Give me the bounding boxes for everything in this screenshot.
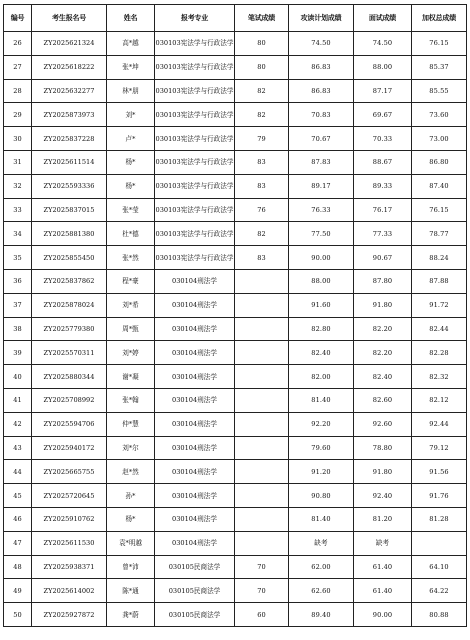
name-cell: 张*莹 bbox=[107, 198, 155, 222]
total-score-cell: 91.72 bbox=[412, 293, 467, 317]
interview-score-cell: 77.33 bbox=[354, 222, 412, 246]
major-cell: 030104刑法学 bbox=[155, 293, 235, 317]
written-score-cell: 76 bbox=[235, 198, 289, 222]
table-row bbox=[4, 222, 467, 246]
plan-score-cell: 86.83 bbox=[289, 55, 354, 79]
name-cell: 周*甄 bbox=[107, 317, 155, 341]
interview-score-cell: 88.67 bbox=[354, 150, 412, 174]
table-row bbox=[4, 412, 467, 436]
plan-score-cell: 90.80 bbox=[289, 484, 354, 508]
reg-number-cell: ZY2025881380 bbox=[32, 222, 107, 246]
header-cell-plan: 攻读计划成绩 bbox=[289, 5, 354, 32]
id-cell: 27 bbox=[4, 55, 32, 79]
reg-number-cell: ZY2025614002 bbox=[32, 579, 107, 603]
total-score-cell: 64.10 bbox=[412, 555, 467, 579]
reg-number-cell: ZY2025927872 bbox=[32, 603, 107, 627]
name-cell: 林*朋 bbox=[107, 79, 155, 103]
id-cell: 37 bbox=[4, 293, 32, 317]
reg-number-cell: ZY2025878024 bbox=[32, 293, 107, 317]
name-cell: 曾*沛 bbox=[107, 555, 155, 579]
plan-score-cell: 缺考 bbox=[289, 531, 354, 555]
major-cell: 030104刑法学 bbox=[155, 388, 235, 412]
name-cell: 杨* bbox=[107, 174, 155, 198]
id-cell: 42 bbox=[4, 412, 32, 436]
total-score-cell: 85.37 bbox=[412, 55, 467, 79]
plan-score-cell: 86.83 bbox=[289, 79, 354, 103]
written-score-cell bbox=[235, 460, 289, 484]
table-row bbox=[4, 150, 467, 174]
id-cell: 32 bbox=[4, 174, 32, 198]
header-cell-major: 报考专业 bbox=[155, 5, 235, 32]
major-cell: 030104刑法学 bbox=[155, 269, 235, 293]
reg-number-cell: ZY2025880344 bbox=[32, 365, 107, 389]
interview-score-cell: 87.17 bbox=[354, 79, 412, 103]
total-score-cell: 82.12 bbox=[412, 388, 467, 412]
written-score-cell: 82 bbox=[235, 103, 289, 127]
total-score-cell: 73.00 bbox=[412, 127, 467, 151]
interview-score-cell: 78.80 bbox=[354, 436, 412, 460]
interview-score-cell: 76.17 bbox=[354, 198, 412, 222]
table-row bbox=[4, 103, 467, 127]
interview-score-cell: 90.00 bbox=[354, 603, 412, 627]
id-cell: 46 bbox=[4, 507, 32, 531]
id-cell: 30 bbox=[4, 127, 32, 151]
major-cell: 030103宪法学与行政法学 bbox=[155, 55, 235, 79]
reg-number-cell: ZY2025837862 bbox=[32, 269, 107, 293]
reg-number-cell: ZY2025873973 bbox=[32, 103, 107, 127]
id-cell: 33 bbox=[4, 198, 32, 222]
total-score-cell: 85.55 bbox=[412, 79, 467, 103]
written-score-cell bbox=[235, 436, 289, 460]
id-cell: 29 bbox=[4, 103, 32, 127]
total-score-cell: 76.15 bbox=[412, 32, 467, 56]
interview-score-cell: 69.67 bbox=[354, 103, 412, 127]
reg-number-cell: ZY2025611514 bbox=[32, 150, 107, 174]
plan-score-cell: 62.60 bbox=[289, 579, 354, 603]
interview-score-cell: 82.20 bbox=[354, 317, 412, 341]
table-row bbox=[4, 603, 467, 627]
written-score-cell: 80 bbox=[235, 55, 289, 79]
table-row bbox=[4, 365, 467, 389]
plan-score-cell: 87.83 bbox=[289, 150, 354, 174]
plan-score-cell: 82.00 bbox=[289, 365, 354, 389]
written-score-cell: 79 bbox=[235, 127, 289, 151]
reg-number-cell: ZY2025611530 bbox=[32, 531, 107, 555]
score-table-page bbox=[3, 4, 466, 627]
id-cell: 43 bbox=[4, 436, 32, 460]
interview-score-cell: 81.20 bbox=[354, 507, 412, 531]
major-cell: 030104刑法学 bbox=[155, 365, 235, 389]
id-cell: 47 bbox=[4, 531, 32, 555]
table-row bbox=[4, 198, 467, 222]
major-cell: 030104刑法学 bbox=[155, 317, 235, 341]
id-cell: 49 bbox=[4, 579, 32, 603]
plan-score-cell: 81.40 bbox=[289, 388, 354, 412]
reg-number-cell: ZY2025593336 bbox=[32, 174, 107, 198]
major-cell: 030103宪法学与行政法学 bbox=[155, 246, 235, 270]
table-row bbox=[4, 127, 467, 151]
interview-score-cell: 92.40 bbox=[354, 484, 412, 508]
reg-number-cell: ZY2025779380 bbox=[32, 317, 107, 341]
id-cell: 28 bbox=[4, 79, 32, 103]
id-cell: 41 bbox=[4, 388, 32, 412]
name-cell: 杨* bbox=[107, 507, 155, 531]
interview-score-cell: 87.80 bbox=[354, 269, 412, 293]
interview-score-cell: 91.80 bbox=[354, 293, 412, 317]
reg-number-cell: ZY2025618222 bbox=[32, 55, 107, 79]
major-cell: 030103宪法学与行政法学 bbox=[155, 79, 235, 103]
total-score-cell: 86.80 bbox=[412, 150, 467, 174]
major-cell: 030105民商法学 bbox=[155, 603, 235, 627]
name-cell: 刘* bbox=[107, 103, 155, 127]
id-cell: 48 bbox=[4, 555, 32, 579]
id-cell: 40 bbox=[4, 365, 32, 389]
written-score-cell: 83 bbox=[235, 174, 289, 198]
interview-score-cell: 92.60 bbox=[354, 412, 412, 436]
plan-score-cell: 91.20 bbox=[289, 460, 354, 484]
name-cell: 刘*希 bbox=[107, 293, 155, 317]
plan-score-cell: 89.40 bbox=[289, 603, 354, 627]
written-score-cell bbox=[235, 507, 289, 531]
major-cell: 030103宪法学与行政法学 bbox=[155, 198, 235, 222]
table-row bbox=[4, 460, 467, 484]
total-score-cell: 76.15 bbox=[412, 198, 467, 222]
written-score-cell bbox=[235, 317, 289, 341]
name-cell: 孙* bbox=[107, 484, 155, 508]
plan-score-cell: 62.00 bbox=[289, 555, 354, 579]
name-cell: 陈*通 bbox=[107, 579, 155, 603]
interview-score-cell: 90.67 bbox=[354, 246, 412, 270]
total-score-cell: 91.56 bbox=[412, 460, 467, 484]
reg-number-cell: ZY2025708992 bbox=[32, 388, 107, 412]
interview-score-cell: 74.50 bbox=[354, 32, 412, 56]
interview-score-cell: 61.40 bbox=[354, 555, 412, 579]
name-cell: 程*豪 bbox=[107, 269, 155, 293]
written-score-cell: 83 bbox=[235, 246, 289, 270]
id-cell: 39 bbox=[4, 341, 32, 365]
table-row bbox=[4, 32, 467, 56]
major-cell: 030104刑法学 bbox=[155, 341, 235, 365]
name-cell: 杜*德 bbox=[107, 222, 155, 246]
plan-score-cell: 70.83 bbox=[289, 103, 354, 127]
written-score-cell: 70 bbox=[235, 555, 289, 579]
reg-number-cell: ZY2025837015 bbox=[32, 198, 107, 222]
id-cell: 35 bbox=[4, 246, 32, 270]
major-cell: 030104刑法学 bbox=[155, 507, 235, 531]
total-score-cell bbox=[412, 531, 467, 555]
header-cell-name: 姓名 bbox=[107, 5, 155, 32]
major-cell: 030105民商法学 bbox=[155, 555, 235, 579]
reg-number-cell: ZY2025720645 bbox=[32, 484, 107, 508]
plan-score-cell: 74.50 bbox=[289, 32, 354, 56]
name-cell: 刘*婷 bbox=[107, 341, 155, 365]
id-cell: 26 bbox=[4, 32, 32, 56]
major-cell: 030103宪法学与行政法学 bbox=[155, 150, 235, 174]
name-cell: 刘*尔 bbox=[107, 436, 155, 460]
name-cell: 仲*慧 bbox=[107, 412, 155, 436]
total-score-cell: 73.60 bbox=[412, 103, 467, 127]
interview-score-cell: 61.40 bbox=[354, 579, 412, 603]
table-row bbox=[4, 531, 467, 555]
table-row bbox=[4, 555, 467, 579]
interview-score-cell: 缺考 bbox=[354, 531, 412, 555]
id-cell: 50 bbox=[4, 603, 32, 627]
written-score-cell: 70 bbox=[235, 579, 289, 603]
total-score-cell: 87.88 bbox=[412, 269, 467, 293]
written-score-cell: 83 bbox=[235, 150, 289, 174]
major-cell: 030103宪法学与行政法学 bbox=[155, 222, 235, 246]
reg-number-cell: ZY2025594706 bbox=[32, 412, 107, 436]
header-cell-id: 编号 bbox=[4, 5, 32, 32]
plan-score-cell: 90.00 bbox=[289, 246, 354, 270]
major-cell: 030104刑法学 bbox=[155, 484, 235, 508]
reg-number-cell: ZY2025632277 bbox=[32, 79, 107, 103]
major-cell: 030104刑法学 bbox=[155, 460, 235, 484]
header-cell-reg: 考生报名号 bbox=[32, 5, 107, 32]
written-score-cell bbox=[235, 365, 289, 389]
plan-score-cell: 77.50 bbox=[289, 222, 354, 246]
plan-score-cell: 88.00 bbox=[289, 269, 354, 293]
table-body bbox=[4, 32, 467, 627]
id-cell: 36 bbox=[4, 269, 32, 293]
score-table bbox=[3, 4, 467, 627]
major-cell: 030103宪法学与行政法学 bbox=[155, 174, 235, 198]
table-row bbox=[4, 174, 467, 198]
written-score-cell bbox=[235, 412, 289, 436]
reg-number-cell: ZY2025621324 bbox=[32, 32, 107, 56]
table-row bbox=[4, 507, 467, 531]
name-cell: 高*越 bbox=[107, 32, 155, 56]
table-row bbox=[4, 317, 467, 341]
total-score-cell: 82.28 bbox=[412, 341, 467, 365]
reg-number-cell: ZY2025910762 bbox=[32, 507, 107, 531]
major-cell: 030104刑法学 bbox=[155, 412, 235, 436]
written-score-cell: 82 bbox=[235, 222, 289, 246]
interview-score-cell: 70.33 bbox=[354, 127, 412, 151]
interview-score-cell: 88.00 bbox=[354, 55, 412, 79]
table-row bbox=[4, 269, 467, 293]
total-score-cell: 88.24 bbox=[412, 246, 467, 270]
written-score-cell bbox=[235, 293, 289, 317]
plan-score-cell: 82.40 bbox=[289, 341, 354, 365]
plan-score-cell: 82.80 bbox=[289, 317, 354, 341]
name-cell: 卢* bbox=[107, 127, 155, 151]
id-cell: 38 bbox=[4, 317, 32, 341]
header-cell-interview: 面试成绩 bbox=[354, 5, 412, 32]
name-cell: 赵*然 bbox=[107, 460, 155, 484]
table-row bbox=[4, 341, 467, 365]
table-row bbox=[4, 246, 467, 270]
total-score-cell: 87.40 bbox=[412, 174, 467, 198]
plan-score-cell: 81.40 bbox=[289, 507, 354, 531]
table-row bbox=[4, 436, 467, 460]
total-score-cell: 64.22 bbox=[412, 579, 467, 603]
reg-number-cell: ZY2025938371 bbox=[32, 555, 107, 579]
table-row bbox=[4, 579, 467, 603]
id-cell: 34 bbox=[4, 222, 32, 246]
plan-score-cell: 76.33 bbox=[289, 198, 354, 222]
total-score-cell: 82.44 bbox=[412, 317, 467, 341]
name-cell: 张*翰 bbox=[107, 388, 155, 412]
name-cell: 谢*凝 bbox=[107, 365, 155, 389]
name-cell: 袁*明越 bbox=[107, 531, 155, 555]
header-cell-written: 笔试成绩 bbox=[235, 5, 289, 32]
reg-number-cell: ZY2025665755 bbox=[32, 460, 107, 484]
id-cell: 45 bbox=[4, 484, 32, 508]
name-cell: 张*坤 bbox=[107, 55, 155, 79]
header-row bbox=[4, 5, 467, 32]
id-cell: 44 bbox=[4, 460, 32, 484]
major-cell: 030103宪法学与行政法学 bbox=[155, 127, 235, 151]
reg-number-cell: ZY2025855450 bbox=[32, 246, 107, 270]
interview-score-cell: 89.33 bbox=[354, 174, 412, 198]
interview-score-cell: 82.60 bbox=[354, 388, 412, 412]
reg-number-cell: ZY2025570311 bbox=[32, 341, 107, 365]
table-row bbox=[4, 388, 467, 412]
written-score-cell: 80 bbox=[235, 32, 289, 56]
total-score-cell: 79.12 bbox=[412, 436, 467, 460]
major-cell: 030104刑法学 bbox=[155, 531, 235, 555]
name-cell: 张*然 bbox=[107, 246, 155, 270]
major-cell: 030103宪法学与行政法学 bbox=[155, 103, 235, 127]
written-score-cell bbox=[235, 484, 289, 508]
table-row bbox=[4, 484, 467, 508]
table-row bbox=[4, 293, 467, 317]
plan-score-cell: 70.67 bbox=[289, 127, 354, 151]
reg-number-cell: ZY2025837228 bbox=[32, 127, 107, 151]
total-score-cell: 91.76 bbox=[412, 484, 467, 508]
total-score-cell: 92.44 bbox=[412, 412, 467, 436]
interview-score-cell: 91.80 bbox=[354, 460, 412, 484]
name-cell: 杨* bbox=[107, 150, 155, 174]
table-row bbox=[4, 79, 467, 103]
total-score-cell: 81.28 bbox=[412, 507, 467, 531]
written-score-cell: 60 bbox=[235, 603, 289, 627]
total-score-cell: 80.88 bbox=[412, 603, 467, 627]
written-score-cell bbox=[235, 341, 289, 365]
total-score-cell: 78.77 bbox=[412, 222, 467, 246]
major-cell: 030104刑法学 bbox=[155, 436, 235, 460]
plan-score-cell: 92.20 bbox=[289, 412, 354, 436]
written-score-cell bbox=[235, 388, 289, 412]
name-cell: 龚*蔚 bbox=[107, 603, 155, 627]
reg-number-cell: ZY2025940172 bbox=[32, 436, 107, 460]
written-score-cell bbox=[235, 531, 289, 555]
major-cell: 030103宪法学与行政法学 bbox=[155, 32, 235, 56]
header-cell-total: 加权总成绩 bbox=[412, 5, 467, 32]
id-cell: 31 bbox=[4, 150, 32, 174]
interview-score-cell: 82.40 bbox=[354, 365, 412, 389]
interview-score-cell: 82.20 bbox=[354, 341, 412, 365]
written-score-cell bbox=[235, 269, 289, 293]
major-cell: 030105民商法学 bbox=[155, 579, 235, 603]
plan-score-cell: 79.60 bbox=[289, 436, 354, 460]
total-score-cell: 82.32 bbox=[412, 365, 467, 389]
plan-score-cell: 91.60 bbox=[289, 293, 354, 317]
table-row bbox=[4, 55, 467, 79]
plan-score-cell: 89.17 bbox=[289, 174, 354, 198]
written-score-cell: 82 bbox=[235, 79, 289, 103]
